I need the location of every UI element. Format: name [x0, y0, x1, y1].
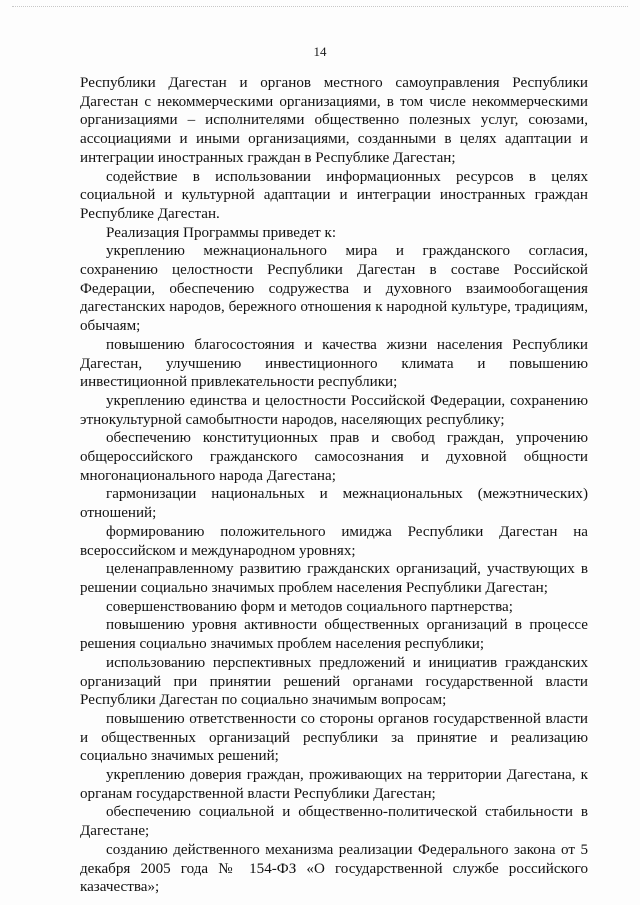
paragraph: укреплению межнационального мира и гражданского согласия, сохранению целостности Республики Дагестан в составе Российской Федерации, обеспечению содружества и духовного взаимообогащения дагестанских народов, бережного отношения к народной культуре, традициям, обычаям;: [80, 243, 588, 335]
paragraph: созданию действенного механизма реализации Федерального закона от 5 декабря 2005 года № 154-ФЗ «О государственной службе российского казачества»;: [80, 841, 588, 896]
scan-top-edge: [12, 6, 628, 7]
paragraph: повышению благосостояния и качества жизни населения Республики Дагестан, улучшению инвестиционного климата и повышению инвестиционной привлекательности республики;: [80, 336, 588, 391]
paragraph: Реализация Программы приведет к:: [106, 224, 337, 241]
page-number: 14: [313, 44, 327, 59]
paragraph: повышению ответственности со стороны органов государственной власти и общественных организаций республики за принятие и реализацию социально значимых решений;: [80, 710, 588, 765]
paragraph: Республики Дагестан и органов местного самоуправления Республики Дагестан с некоммерческими организациями, в том числе некоммерческими организациями – исполнителями общественно полезных услуг, союзами, ассоциациями и иными организациями, созданными в целях адаптации и интеграции иностранных граждан в Республике Дагестан;: [80, 75, 588, 166]
paragraph: формированию положительного имиджа Республики Дагестан на всероссийском и международном уровнях;: [80, 523, 588, 559]
paragraph: обеспечению социальной и общественно-политической стабильности в Дагестане;: [80, 804, 588, 840]
paragraph: содействие в использовании информационных ресурсов в целях социальной и культурной адаптации и интеграции иностранных граждан Республике Дагестан.: [80, 168, 588, 222]
body-text: [80, 74, 588, 897]
paragraph: повышению уровня активности общественных организаций в процессе решения социально значимых проблем населения республики;: [80, 617, 588, 653]
paragraph: использованию перспективных предложений и инициатив гражданских организаций при принятии решений органами государственной власти Республики Дагестан по социально значимым вопросам;: [80, 654, 588, 709]
paragraph: укреплению доверия граждан, проживающих на территории Дагестана, к органам государственной власти Республики Дагестан;: [80, 767, 588, 802]
paragraph: гармонизации национальных и межнациональных (межэтнических) отношений;: [80, 486, 588, 522]
paragraph: обеспечению конституционных прав и свобод граждан, упрочению общероссийского гражданского самосознания и духовной общности многонационального народа Дагестана;: [80, 430, 588, 484]
paragraph: целенаправленному развитию гражданских организаций, участвующих в решении социально значимых проблем населения Республики Дагестан;: [80, 561, 588, 596]
paragraph: совершенствованию форм и методов социального партнерства;: [106, 598, 513, 615]
paragraph: укреплению единства и целостности Российской Федерации, сохранению этнокультурной самобытности народов, населяющих республику;: [80, 392, 588, 428]
